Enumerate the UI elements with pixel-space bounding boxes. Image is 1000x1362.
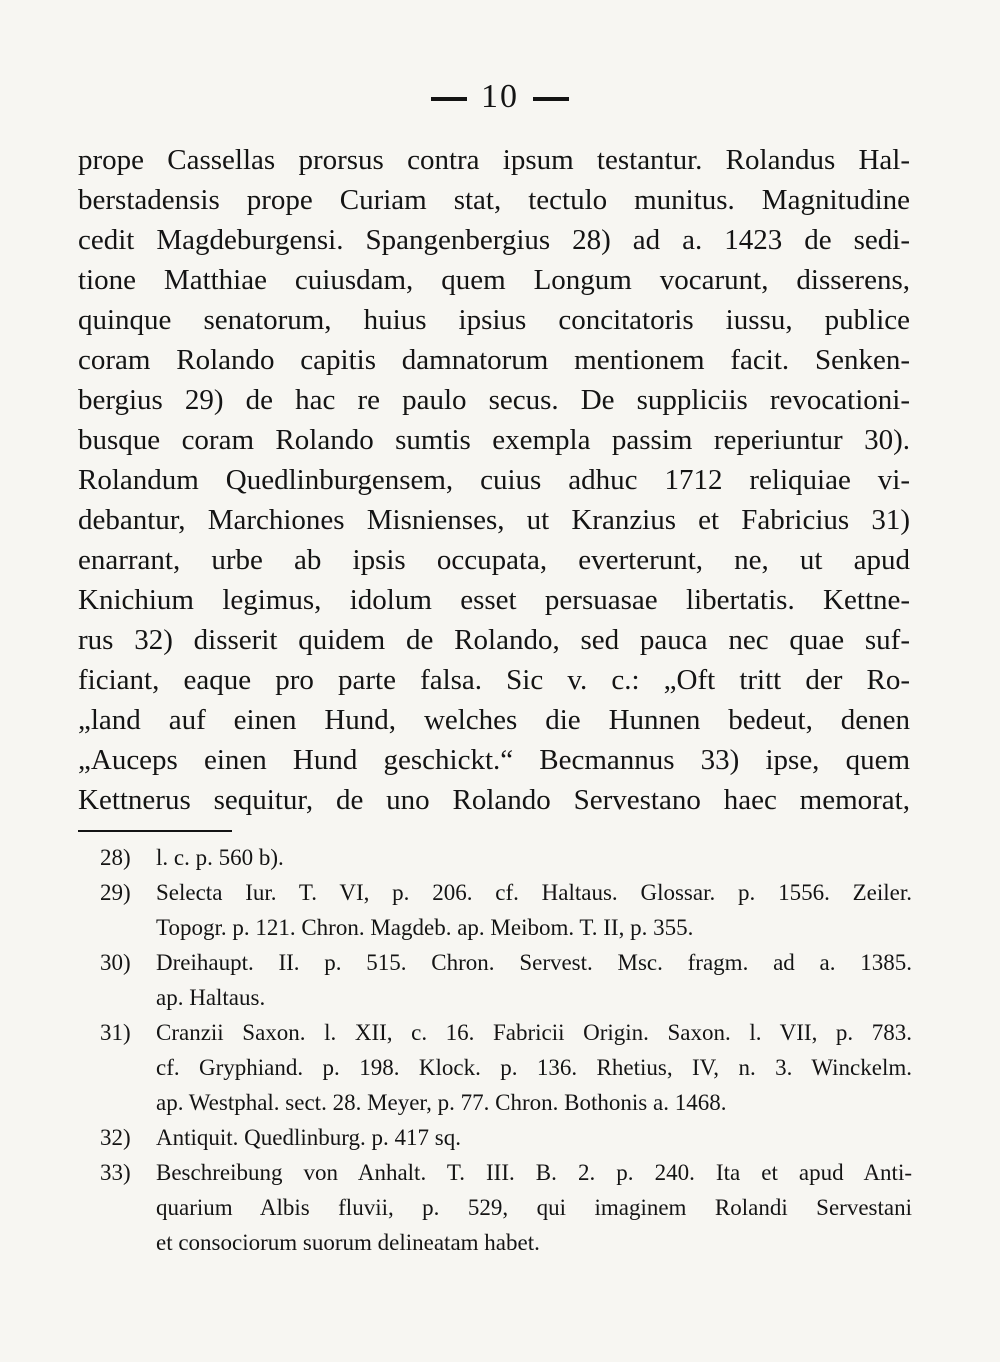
body-line: coram Rolando capitis damnatorum mentionem facit. Senken- [78, 344, 910, 376]
body-line: berstadensis prope Curiam stat, tectulo munitus. Magnitudine [78, 184, 910, 216]
left-dash [431, 97, 467, 101]
footnote [100, 945, 912, 1015]
footnote-line: et consociorum suorum delineatam habet. [156, 1230, 540, 1255]
body-line: enarrant, urbe ab ipsis occupata, everterunt, ne, ut apud [78, 544, 910, 576]
footnote-line: cf. Gryphiand. p. 198. Klock. p. 136. Rhetius, IV, n. 3. Winckelm. [156, 1055, 912, 1080]
footnote-line: Cranzii Saxon. l. XII, c. 16. Fabricii Origin. Saxon. l. VII, p. 783. [156, 1020, 912, 1045]
footnote-number: 30) [100, 950, 131, 975]
footnotes [100, 840, 912, 1260]
footnote-line: ap. Westphal. sect. 28. Meyer, p. 77. Chron. Bothonis a. 1468. [156, 1090, 727, 1115]
footnote [100, 1120, 912, 1155]
footnote-number: 29) [100, 880, 131, 905]
page-header [0, 78, 1000, 116]
body-line: Kettnerus sequitur, de uno Rolando Servestano haec memorat, [78, 784, 910, 816]
body-line: tione Matthiae cuiusdam, quem Longum vocarunt, disserens, [78, 264, 910, 296]
footnote [100, 875, 912, 945]
footnote-line: ap. Haltaus. [156, 985, 266, 1010]
footnote-line: Dreihaupt. II. p. 515. Chron. Servest. Msc. fragm. ad a. 1385. [156, 950, 912, 975]
body-line: „land auf einen Hund, welches die Hunnen bedeut, denen [78, 704, 910, 736]
footnote-number: 32) [100, 1125, 131, 1150]
footnote-number: 31) [100, 1020, 131, 1045]
footnote-number: 28) [100, 845, 131, 870]
page-number: 10 [481, 78, 519, 115]
footnote [100, 840, 912, 875]
body-line: „Auceps einen Hund geschickt.“ Becmannus 33) ipse, quem [78, 744, 910, 776]
body-line: cedit Magdeburgensi. Spangenbergius 28) ad a. 1423 de sedi- [78, 224, 910, 256]
body-line: prope Cassellas prorsus contra ipsum testantur. Rolandus Hal- [78, 144, 910, 176]
footnote-line: Beschreibung von Anhalt. T. III. B. 2. p. 240. Ita et apud Anti- [156, 1160, 912, 1185]
main-text [78, 140, 910, 820]
footnote-line: Selecta Iur. T. VI, p. 206. cf. Haltaus. Glossar. p. 1556. Zeiler. [156, 880, 912, 905]
footnote [100, 1155, 912, 1260]
body-line: Rolandum Quedlinburgensem, cuius adhuc 1712 reliquiae vi- [78, 464, 910, 496]
footnote-line: Antiquit. Quedlinburg. p. 417 sq. [156, 1125, 461, 1150]
footnote [100, 1015, 912, 1120]
body-line: busque coram Rolando sumtis exempla passim reperiuntur 30). [78, 424, 910, 456]
body-line: bergius 29) de hac re paulo secus. De suppliciis revocationi- [78, 384, 910, 416]
body-line: Knichium legimus, idolum esset persuasae libertatis. Kettne- [78, 584, 910, 616]
footnote-line: Topogr. p. 121. Chron. Magdeb. ap. Meibom. T. II, p. 355. [156, 915, 694, 940]
body-line: quinque senatorum, huius ipsius concitatoris iussu, publice [78, 304, 910, 336]
body-line: debantur, Marchiones Misnienses, ut Kranzius et Fabricius 31) [78, 504, 910, 536]
body-line: ficiant, eaque pro parte falsa. Sic v. c.: „Oft tritt der Ro- [78, 664, 910, 696]
footnote-separator [78, 830, 232, 832]
footnote-line: l. c. p. 560 b). [156, 845, 284, 870]
footnote-number: 33) [100, 1160, 131, 1185]
right-dash [533, 97, 569, 101]
body-line: rus 32) disserit quidem de Rolando, sed pauca nec quae suf- [78, 624, 910, 656]
footnote-line: quarium Albis fluvii, p. 529, qui imaginem Rolandi Servestani [156, 1195, 912, 1220]
